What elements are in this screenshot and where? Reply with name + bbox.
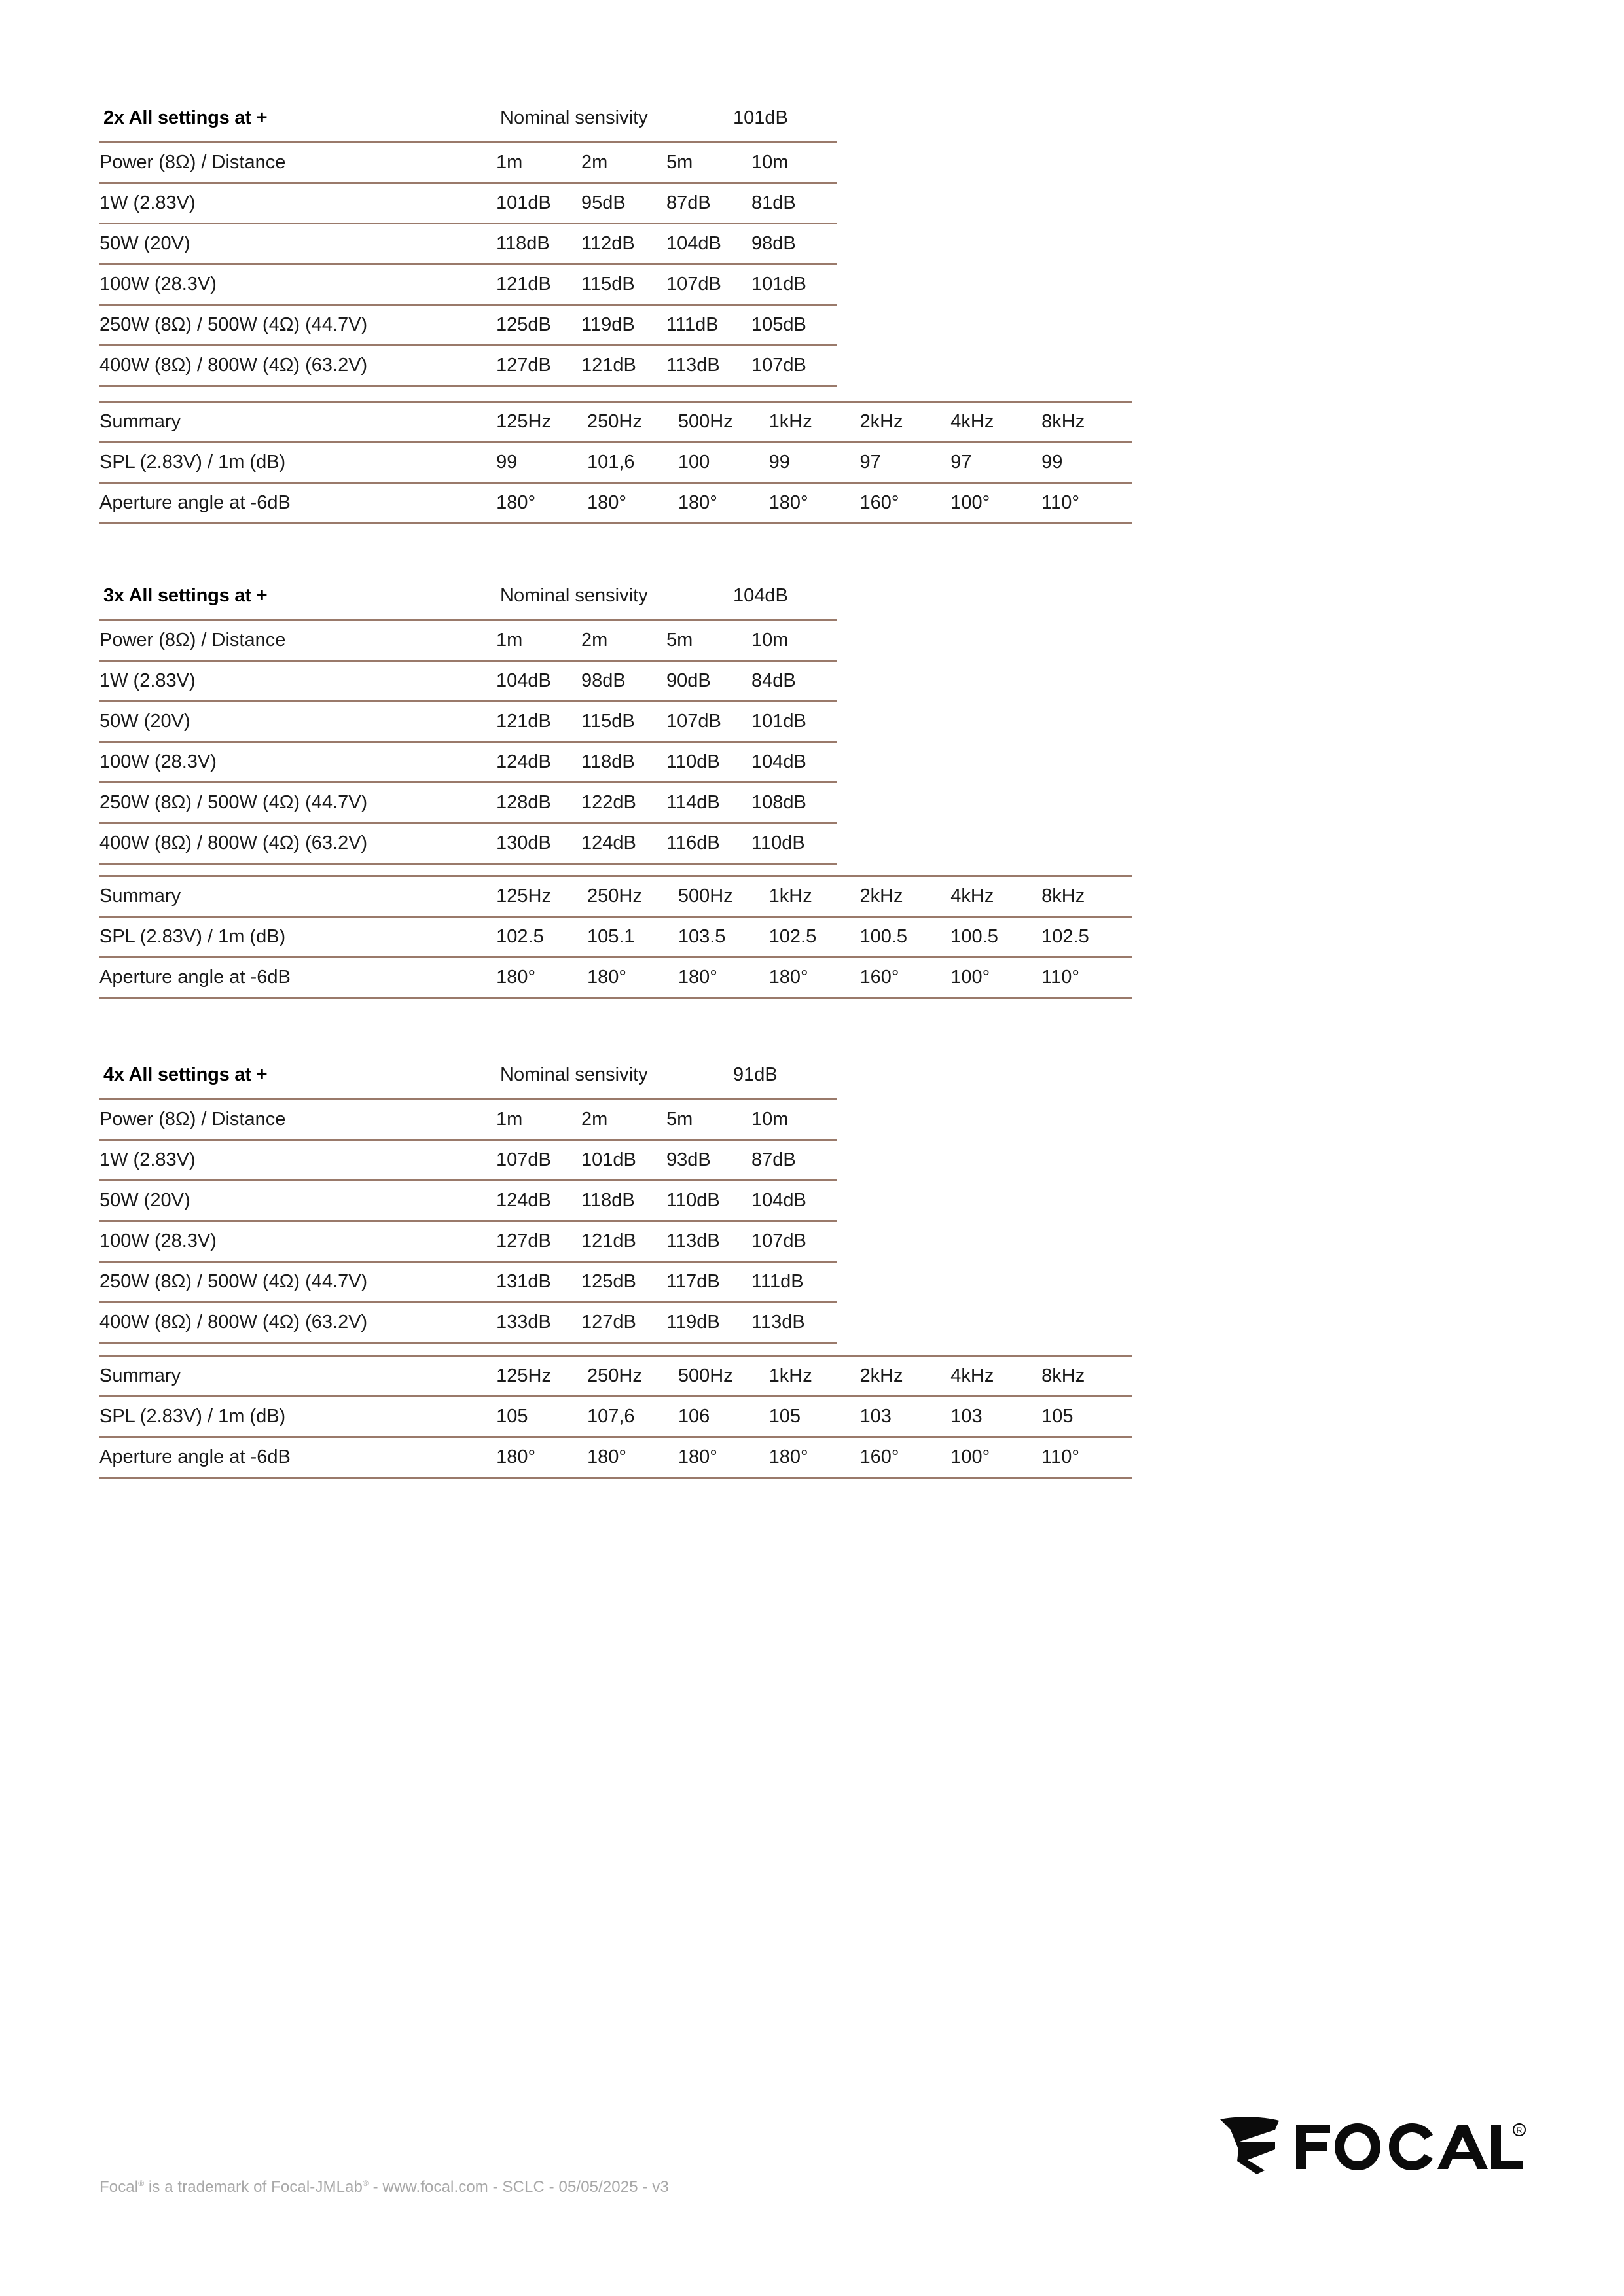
column-header: 500Hz bbox=[678, 1356, 769, 1397]
nominal-sensitivity-label: Nominal sensivity bbox=[500, 107, 648, 128]
row-label: 100W (28.3V) bbox=[99, 1221, 496, 1262]
footer-trademark-note bbox=[99, 2178, 669, 2197]
column-header: 5m bbox=[666, 620, 751, 661]
column-header: 2m bbox=[581, 143, 666, 183]
cell-value: 100° bbox=[950, 483, 1041, 524]
cell-value: 180° bbox=[496, 958, 587, 998]
cell-value: 100.5 bbox=[950, 917, 1041, 958]
spec-block-2 bbox=[99, 583, 837, 865]
column-header: 5m bbox=[666, 143, 751, 183]
cell-value: 84dB bbox=[751, 661, 837, 702]
column-header: 1kHz bbox=[769, 1356, 860, 1397]
cell-value: 97 bbox=[859, 442, 950, 483]
cell-value: 127dB bbox=[581, 1302, 666, 1343]
nominal-sensitivity-value: 104dB bbox=[733, 585, 788, 606]
cell-value: 98dB bbox=[751, 224, 837, 264]
cell-value: 98dB bbox=[581, 661, 666, 702]
cell-value: 101dB bbox=[751, 702, 837, 742]
cell-value: 105 bbox=[769, 1397, 860, 1437]
cell-value: 87dB bbox=[751, 1140, 837, 1181]
cell-value: 105 bbox=[496, 1397, 587, 1437]
cell-value: 103 bbox=[950, 1397, 1041, 1437]
spec-block-3 bbox=[99, 1062, 837, 1344]
block-title: 2x All settings at + bbox=[103, 107, 268, 128]
cell-value: 180° bbox=[769, 958, 860, 998]
registered-mark-icon: ® bbox=[138, 2179, 145, 2188]
cell-value: 97 bbox=[950, 442, 1041, 483]
block-heading bbox=[99, 105, 837, 141]
table-row bbox=[99, 1140, 837, 1181]
cell-value: 125dB bbox=[581, 1262, 666, 1302]
cell-value: 95dB bbox=[581, 183, 666, 224]
cell-value: 107dB bbox=[666, 702, 751, 742]
cell-value: 127dB bbox=[496, 1221, 581, 1262]
cell-value: 180° bbox=[769, 483, 860, 524]
cell-value: 99 bbox=[496, 442, 587, 483]
cell-value: 100 bbox=[678, 442, 769, 483]
table-header-row bbox=[99, 1356, 1132, 1397]
row-label: 250W (8Ω) / 500W (4Ω) (44.7V) bbox=[99, 1262, 496, 1302]
focal-logo bbox=[1219, 2115, 1526, 2174]
registered-mark-icon bbox=[1513, 2124, 1525, 2136]
cell-value: 124dB bbox=[496, 1181, 581, 1221]
cell-value: 107dB bbox=[496, 1140, 581, 1181]
table-row bbox=[99, 742, 837, 783]
row-label: 400W (8Ω) / 800W (4Ω) (63.2V) bbox=[99, 823, 496, 864]
column-header: 125Hz bbox=[496, 876, 587, 917]
row-label: Aperture angle at -6dB bbox=[99, 958, 496, 998]
row-label: 250W (8Ω) / 500W (4Ω) (44.7V) bbox=[99, 305, 496, 346]
cell-value: 103.5 bbox=[678, 917, 769, 958]
column-header: 1kHz bbox=[769, 402, 860, 442]
row-label: 1W (2.83V) bbox=[99, 661, 496, 702]
cell-value: 121dB bbox=[496, 702, 581, 742]
column-header: 10m bbox=[751, 1100, 837, 1140]
cell-value: 131dB bbox=[496, 1262, 581, 1302]
column-header: 8kHz bbox=[1041, 402, 1132, 442]
cell-value: 104dB bbox=[666, 224, 751, 264]
cell-value: 87dB bbox=[666, 183, 751, 224]
cell-value: 180° bbox=[496, 483, 587, 524]
cell-value: 125dB bbox=[496, 305, 581, 346]
cell-value: 104dB bbox=[496, 661, 581, 702]
column-header-label: Summary bbox=[99, 402, 496, 442]
table-header-row bbox=[99, 143, 837, 183]
row-label: 100W (28.3V) bbox=[99, 264, 496, 305]
table-row bbox=[99, 661, 837, 702]
footer-brand: Focal bbox=[99, 2178, 139, 2196]
block-title: 4x All settings at + bbox=[103, 1064, 268, 1085]
focal-flame-icon bbox=[1220, 2117, 1279, 2174]
footer-tail: - www.focal.com - SCLC - 05/05/2025 - v3 bbox=[368, 2178, 669, 2196]
column-header: 125Hz bbox=[496, 1356, 587, 1397]
cell-value: 127dB bbox=[496, 346, 581, 386]
summary-block-2 bbox=[99, 875, 1132, 999]
cell-value: 180° bbox=[587, 958, 678, 998]
table-row bbox=[99, 917, 1132, 958]
cell-value: 107dB bbox=[751, 1221, 837, 1262]
summary-table bbox=[99, 1355, 1132, 1479]
cell-value: 121dB bbox=[581, 1221, 666, 1262]
column-header: 125Hz bbox=[496, 402, 587, 442]
block-heading bbox=[99, 583, 837, 619]
cell-value: 110dB bbox=[751, 823, 837, 864]
cell-value: 101dB bbox=[496, 183, 581, 224]
row-label: SPL (2.83V) / 1m (dB) bbox=[99, 917, 496, 958]
table-row bbox=[99, 224, 837, 264]
cell-value: 115dB bbox=[581, 264, 666, 305]
row-label: 250W (8Ω) / 500W (4Ω) (44.7V) bbox=[99, 783, 496, 823]
block-title: 3x All settings at + bbox=[103, 585, 268, 606]
cell-value: 180° bbox=[678, 483, 769, 524]
table-row bbox=[99, 442, 1132, 483]
cell-value: 101dB bbox=[751, 264, 837, 305]
cell-value: 160° bbox=[859, 958, 950, 998]
cell-value: 100° bbox=[950, 1437, 1041, 1478]
cell-value: 110dB bbox=[666, 742, 751, 783]
row-label: 400W (8Ω) / 800W (4Ω) (63.2V) bbox=[99, 346, 496, 386]
column-header: 5m bbox=[666, 1100, 751, 1140]
cell-value: 180° bbox=[587, 483, 678, 524]
cell-value: 121dB bbox=[496, 264, 581, 305]
table-row bbox=[99, 1437, 1132, 1478]
table-header-row bbox=[99, 620, 837, 661]
column-header: 250Hz bbox=[587, 876, 678, 917]
column-header: 1kHz bbox=[769, 876, 860, 917]
cell-value: 118dB bbox=[581, 1181, 666, 1221]
cell-value: 115dB bbox=[581, 702, 666, 742]
column-header: 250Hz bbox=[587, 1356, 678, 1397]
column-header: 4kHz bbox=[950, 1356, 1041, 1397]
column-header: 2m bbox=[581, 1100, 666, 1140]
power-distance-table bbox=[99, 619, 837, 865]
row-label: Aperture angle at -6dB bbox=[99, 483, 496, 524]
table-header-row bbox=[99, 1100, 837, 1140]
cell-value: 110° bbox=[1041, 483, 1132, 524]
column-header: 4kHz bbox=[950, 402, 1041, 442]
row-label: SPL (2.83V) / 1m (dB) bbox=[99, 442, 496, 483]
cell-value: 117dB bbox=[666, 1262, 751, 1302]
column-header: 500Hz bbox=[678, 402, 769, 442]
row-label: 400W (8Ω) / 800W (4Ω) (63.2V) bbox=[99, 1302, 496, 1343]
cell-value: 133dB bbox=[496, 1302, 581, 1343]
table-row bbox=[99, 183, 837, 224]
cell-value: 104dB bbox=[751, 1181, 837, 1221]
cell-value: 180° bbox=[678, 958, 769, 998]
cell-value: 122dB bbox=[581, 783, 666, 823]
nominal-sensitivity-value: 91dB bbox=[733, 1064, 778, 1085]
cell-value: 180° bbox=[496, 1437, 587, 1478]
focal-wordmark bbox=[1296, 2123, 1523, 2170]
cell-value: 114dB bbox=[666, 783, 751, 823]
cell-value: 118dB bbox=[581, 742, 666, 783]
column-header: 2kHz bbox=[859, 402, 950, 442]
column-header: 8kHz bbox=[1041, 876, 1132, 917]
cell-value: 108dB bbox=[751, 783, 837, 823]
table-header-row bbox=[99, 876, 1132, 917]
cell-value: 180° bbox=[587, 1437, 678, 1478]
column-header: 250Hz bbox=[587, 402, 678, 442]
cell-value: 81dB bbox=[751, 183, 837, 224]
column-header-label: Summary bbox=[99, 876, 496, 917]
cell-value: 124dB bbox=[496, 742, 581, 783]
column-header: 2kHz bbox=[859, 1356, 950, 1397]
cell-value: 119dB bbox=[581, 305, 666, 346]
cell-value: 93dB bbox=[666, 1140, 751, 1181]
cell-value: 119dB bbox=[666, 1302, 751, 1343]
cell-value: 110dB bbox=[666, 1181, 751, 1221]
cell-value: 106 bbox=[678, 1397, 769, 1437]
summary-block-1 bbox=[99, 401, 1132, 524]
row-label: 50W (20V) bbox=[99, 702, 496, 742]
svg-text:R: R bbox=[1516, 2126, 1523, 2135]
cell-value: 100° bbox=[950, 958, 1041, 998]
spec-block-1 bbox=[99, 105, 837, 387]
cell-value: 113dB bbox=[666, 1221, 751, 1262]
cell-value: 90dB bbox=[666, 661, 751, 702]
cell-value: 180° bbox=[769, 1437, 860, 1478]
cell-value: 102.5 bbox=[1041, 917, 1132, 958]
power-distance-table bbox=[99, 1098, 837, 1344]
cell-value: 107dB bbox=[666, 264, 751, 305]
summary-table bbox=[99, 875, 1132, 999]
column-header: 1m bbox=[496, 1100, 581, 1140]
cell-value: 99 bbox=[769, 442, 860, 483]
cell-value: 101,6 bbox=[587, 442, 678, 483]
summary-block-3 bbox=[99, 1355, 1132, 1479]
row-label: 1W (2.83V) bbox=[99, 183, 496, 224]
cell-value: 118dB bbox=[496, 224, 581, 264]
cell-value: 105.1 bbox=[587, 917, 678, 958]
column-header: 10m bbox=[751, 620, 837, 661]
cell-value: 116dB bbox=[666, 823, 751, 864]
cell-value: 180° bbox=[678, 1437, 769, 1478]
table-row bbox=[99, 702, 837, 742]
column-header: 1m bbox=[496, 143, 581, 183]
cell-value: 160° bbox=[859, 1437, 950, 1478]
column-header: 4kHz bbox=[950, 876, 1041, 917]
footer-mid: is a trademark of Focal-JMLab bbox=[144, 2178, 363, 2196]
cell-value: 110° bbox=[1041, 958, 1132, 998]
table-row bbox=[99, 1181, 837, 1221]
cell-value: 124dB bbox=[581, 823, 666, 864]
table-row bbox=[99, 1397, 1132, 1437]
nominal-sensitivity-value: 101dB bbox=[733, 107, 788, 128]
column-header: 1m bbox=[496, 620, 581, 661]
cell-value: 102.5 bbox=[496, 917, 587, 958]
table-row bbox=[99, 264, 837, 305]
cell-value: 104dB bbox=[751, 742, 837, 783]
column-header-label: Summary bbox=[99, 1356, 496, 1397]
registered-mark-icon: ® bbox=[362, 2179, 369, 2188]
row-label: 1W (2.83V) bbox=[99, 1140, 496, 1181]
cell-value: 105 bbox=[1041, 1397, 1132, 1437]
cell-value: 101dB bbox=[581, 1140, 666, 1181]
cell-value: 113dB bbox=[666, 346, 751, 386]
table-row bbox=[99, 483, 1132, 524]
table-row bbox=[99, 783, 837, 823]
cell-value: 160° bbox=[859, 483, 950, 524]
summary-table bbox=[99, 401, 1132, 524]
column-header: 2m bbox=[581, 620, 666, 661]
table-row bbox=[99, 823, 837, 864]
row-label: 50W (20V) bbox=[99, 1181, 496, 1221]
cell-value: 112dB bbox=[581, 224, 666, 264]
cell-value: 103 bbox=[859, 1397, 950, 1437]
cell-value: 102.5 bbox=[769, 917, 860, 958]
nominal-sensitivity-label: Nominal sensivity bbox=[500, 585, 648, 606]
row-label: 100W (28.3V) bbox=[99, 742, 496, 783]
cell-value: 113dB bbox=[751, 1302, 837, 1343]
cell-value: 99 bbox=[1041, 442, 1132, 483]
block-heading bbox=[99, 1062, 837, 1098]
table-header-row bbox=[99, 402, 1132, 442]
nominal-sensitivity-label: Nominal sensivity bbox=[500, 1064, 648, 1085]
cell-value: 111dB bbox=[751, 1262, 837, 1302]
column-header-label: Power (8Ω) / Distance bbox=[99, 1100, 496, 1140]
power-distance-table bbox=[99, 141, 837, 387]
cell-value: 110° bbox=[1041, 1437, 1132, 1478]
table-row bbox=[99, 1262, 837, 1302]
column-header: 500Hz bbox=[678, 876, 769, 917]
table-row bbox=[99, 958, 1132, 998]
column-header: 8kHz bbox=[1041, 1356, 1132, 1397]
row-label: Aperture angle at -6dB bbox=[99, 1437, 496, 1478]
table-row bbox=[99, 346, 837, 386]
table-row bbox=[99, 305, 837, 346]
table-row bbox=[99, 1221, 837, 1262]
cell-value: 105dB bbox=[751, 305, 837, 346]
cell-value: 121dB bbox=[581, 346, 666, 386]
cell-value: 100.5 bbox=[859, 917, 950, 958]
table-row bbox=[99, 1302, 837, 1343]
row-label: 50W (20V) bbox=[99, 224, 496, 264]
column-header-label: Power (8Ω) / Distance bbox=[99, 143, 496, 183]
cell-value: 107,6 bbox=[587, 1397, 678, 1437]
column-header: 2kHz bbox=[859, 876, 950, 917]
column-header: 10m bbox=[751, 143, 837, 183]
cell-value: 107dB bbox=[751, 346, 837, 386]
cell-value: 128dB bbox=[496, 783, 581, 823]
cell-value: 111dB bbox=[666, 305, 751, 346]
row-label: SPL (2.83V) / 1m (dB) bbox=[99, 1397, 496, 1437]
cell-value: 130dB bbox=[496, 823, 581, 864]
column-header-label: Power (8Ω) / Distance bbox=[99, 620, 496, 661]
